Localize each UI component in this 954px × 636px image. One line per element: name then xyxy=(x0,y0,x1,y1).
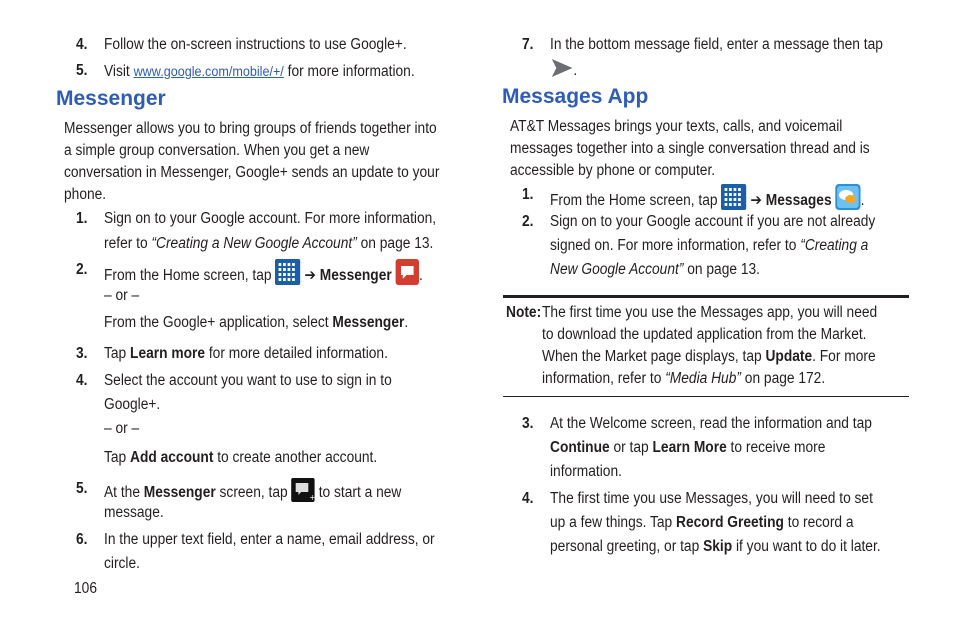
text: From the Google+ application, select xyxy=(104,314,333,331)
list-item-text: message. xyxy=(104,504,164,521)
note-label: Note: xyxy=(506,304,542,321)
list-item xyxy=(104,60,415,83)
text: From the Home screen, tap xyxy=(550,192,722,209)
text: for more information. xyxy=(283,63,415,80)
text: on page 13. xyxy=(683,261,760,278)
text: When the Market page displays, tap xyxy=(542,348,766,365)
list-number: 5. xyxy=(76,62,88,79)
or-separator: – or – xyxy=(104,287,140,304)
list-number: 1. xyxy=(76,210,88,227)
text: up a few things. Tap xyxy=(550,514,677,531)
list-number: 2. xyxy=(76,261,88,278)
paragraph-line: messages together into a single conversation thread and is xyxy=(510,140,870,157)
text: to receive more xyxy=(726,439,826,456)
arrow-icon: ➔ xyxy=(750,192,762,209)
section-heading-messages-app: Messages App xyxy=(502,85,649,108)
text: for more detailed information. xyxy=(205,345,388,362)
send-icon xyxy=(550,56,573,87)
text: on page 13. xyxy=(356,235,434,252)
list-number: 1. xyxy=(522,186,534,203)
list-item xyxy=(104,447,377,469)
note-line xyxy=(542,368,825,390)
list-item xyxy=(104,259,423,292)
or-separator: – or – xyxy=(104,420,140,437)
list-item xyxy=(550,259,760,281)
text: on page 172. xyxy=(740,370,826,387)
list-item xyxy=(550,536,881,558)
list-number: 2. xyxy=(522,213,534,230)
apps-grid-icon xyxy=(275,259,300,292)
section-heading-messenger: Messenger xyxy=(56,87,166,110)
text: signed on. For more information, refer to xyxy=(550,237,801,254)
text: Tap xyxy=(104,345,131,362)
list-item-text: At the Welcome screen, read the information and tap xyxy=(550,415,872,432)
list-item-text: Select the account you want to use to sign in to xyxy=(104,372,392,389)
list-item-text: In the upper text field, enter a name, email address, or xyxy=(104,531,435,548)
text: Tap xyxy=(104,449,131,466)
text: . For more xyxy=(812,348,876,365)
list-item xyxy=(550,512,854,534)
messenger-app-icon xyxy=(396,259,419,292)
text: if you want to do it later. xyxy=(732,538,881,555)
list-item xyxy=(104,233,433,255)
ui-term: Learn more xyxy=(130,345,206,362)
text: or tap xyxy=(609,439,653,456)
list-item xyxy=(550,56,577,87)
list-item-text: circle. xyxy=(104,555,140,572)
cross-reference: “Creating a New Google Account” xyxy=(151,235,357,252)
cross-reference: “Creating a xyxy=(800,237,869,254)
ui-term: Learn More xyxy=(652,439,727,456)
arrow-icon: ➔ xyxy=(304,267,316,284)
svg-text:+: + xyxy=(309,492,316,503)
text: screen, tap xyxy=(215,484,292,501)
text: . xyxy=(860,192,865,209)
paragraph-line: phone. xyxy=(64,186,107,203)
text: information, refer to xyxy=(542,370,666,387)
list-item-text: Google+. xyxy=(104,396,161,413)
list-number: 4. xyxy=(76,372,88,389)
note-line: to download the updated application from the Market. xyxy=(542,326,867,343)
list-number: 5. xyxy=(76,480,88,497)
note-bottom-rule xyxy=(503,396,909,397)
text: to start a new xyxy=(314,484,402,501)
paragraph-line: AT&T Messages brings your texts, calls, and voicemail xyxy=(510,118,843,135)
paragraph-line: accessible by phone or computer. xyxy=(510,162,716,179)
note-line: The first time you use the Messages app, you will need xyxy=(542,304,878,321)
ui-term: Add account xyxy=(130,449,214,466)
list-item-text: Follow the on-screen instructions to use Google+. xyxy=(104,36,407,53)
paragraph-line: Messenger allows you to bring groups of friends together into xyxy=(64,120,437,137)
list-item-text: information. xyxy=(550,463,622,480)
list-item-text: In the bottom message field, enter a message then tap xyxy=(550,36,883,53)
ui-term: Messenger xyxy=(143,484,216,501)
new-message-icon xyxy=(291,478,314,509)
list-item-text: Sign on to your Google account. For more information, xyxy=(104,210,437,227)
note-top-rule xyxy=(503,295,909,298)
list-number: 4. xyxy=(522,490,534,507)
text: to record a xyxy=(783,514,854,531)
ui-term: Messages xyxy=(765,192,832,209)
text: Visit xyxy=(104,63,134,80)
text: personal greeting, or tap xyxy=(550,538,704,555)
cross-reference: “Media Hub” xyxy=(665,370,741,387)
page-number: 106 xyxy=(74,580,97,597)
list-item-text: Sign on to your Google account if you are not already xyxy=(550,213,876,230)
list-number: 6. xyxy=(76,531,88,548)
text: to create another account. xyxy=(213,449,378,466)
list-item xyxy=(104,312,408,334)
text: refer to xyxy=(104,235,152,252)
list-number: 4. xyxy=(76,36,88,53)
cross-reference: New Google Account” xyxy=(550,261,684,278)
list-number: 3. xyxy=(522,415,534,432)
ui-term: Messenger xyxy=(319,267,392,284)
ui-term: Update xyxy=(765,348,813,365)
ui-term: Messenger xyxy=(332,314,405,331)
list-item xyxy=(104,343,388,365)
ui-term: Continue xyxy=(550,439,610,456)
text: . xyxy=(404,314,409,331)
text: . xyxy=(573,62,578,79)
note-line xyxy=(542,346,876,368)
paragraph-line: conversation in Messenger, Google+ sends an update to your xyxy=(64,164,440,181)
list-item xyxy=(550,235,868,257)
text: From the Home screen, tap xyxy=(104,267,276,284)
text: . xyxy=(418,267,423,284)
google-mobile-link[interactable]: www.google.com/mobile/+/ xyxy=(133,63,284,79)
list-number: 7. xyxy=(522,36,534,53)
text: At the xyxy=(104,484,144,501)
paragraph-line: a simple group conversation. When you get a new xyxy=(64,142,370,159)
ui-term: Record Greeting xyxy=(676,514,784,531)
list-item xyxy=(550,437,825,459)
ui-term: Skip xyxy=(703,538,733,555)
list-number: 3. xyxy=(76,345,88,362)
list-item-text: The first time you use Messages, you will need to set xyxy=(550,490,873,507)
